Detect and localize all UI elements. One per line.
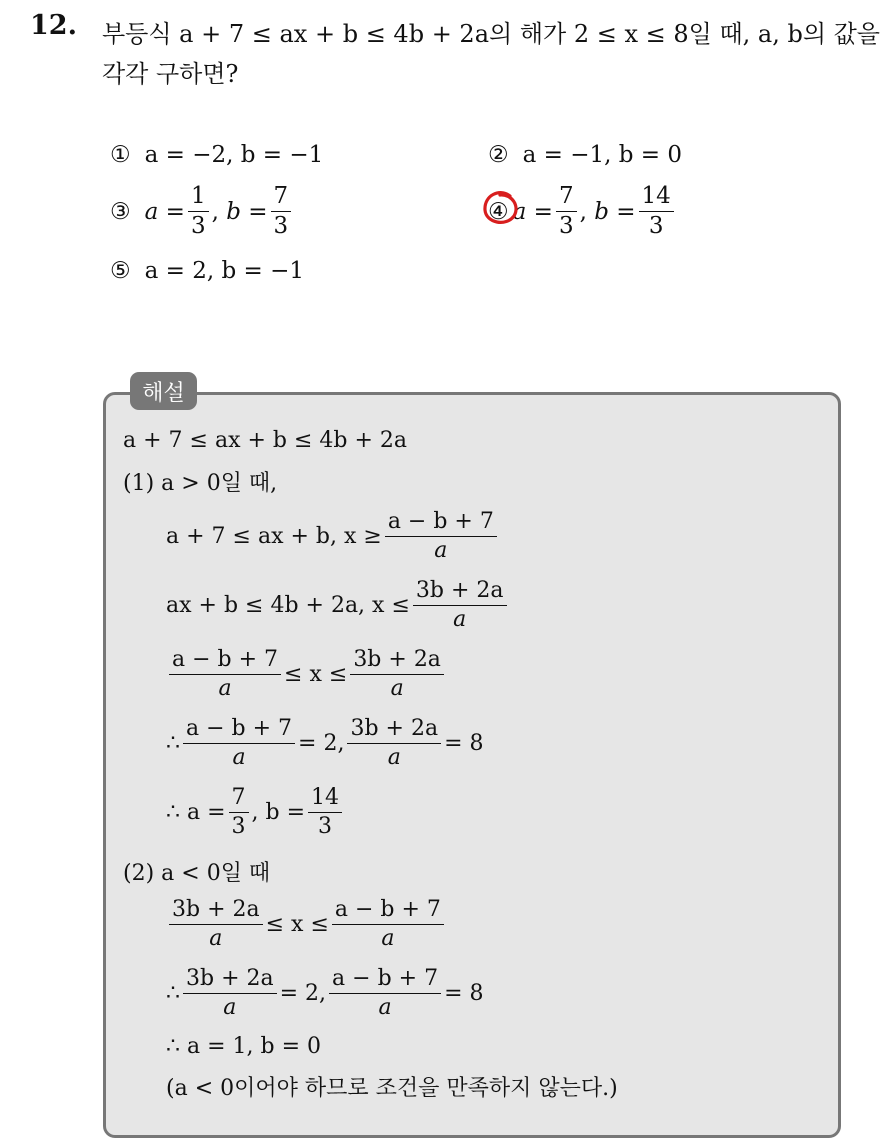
answer-circle-mark	[480, 189, 520, 229]
solution-c1-line1: a + 7 ≤ ax + b, x ≥ $\frac{a - b + 7}{a}$	[166, 510, 500, 563]
solution-c2-line1: $\frac{3b + 2a}{a}$ ≤ x ≤ $\frac{a - b + 7}{a}$	[166, 898, 447, 951]
choice-1[interactable]	[110, 142, 323, 168]
choice-4-a-fraction: $\frac{7}{3}$	[556, 184, 577, 240]
choice-1-text: a = −2, b = −1	[144, 142, 324, 168]
choice-1-mark: ①	[110, 142, 131, 168]
solution-c2-note: (a < 0이어야 하므로 조건을 만족하지 않는다.)	[166, 1076, 618, 1101]
choice-4-comma: ,	[579, 198, 595, 225]
choice-5[interactable]	[110, 258, 304, 284]
choice-4-b-fraction: $\frac{14}{3}$	[639, 184, 674, 240]
question-text-line2: 각각 구하면?	[102, 60, 239, 88]
solution-c2-line2: ∴ $\frac{3b + 2a}{a}$ = 2, $\frac{a - b + 7}{a}$ = 8	[166, 966, 484, 1021]
choice-3-comma: ,	[211, 198, 227, 225]
choice-3-mark: ③	[110, 198, 131, 225]
choice-3-a-var: a	[144, 198, 159, 225]
question-number: 12.	[30, 10, 77, 41]
solution-tag: 해설	[130, 372, 197, 410]
choice-3[interactable]	[110, 184, 294, 240]
choice-4-eq: =	[526, 198, 553, 225]
solution-case1-heading: (1) a > 0일 때,	[123, 471, 278, 496]
solution-c1-line4: ∴ $\frac{a - b + 7}{a}$ = 2, $\frac{3b + 2a}{a}$ = 8	[166, 716, 484, 771]
solution-c1-line3: $\frac{a - b + 7}{a}$ ≤ x ≤ $\frac{3b + 2a}{a}$	[166, 648, 447, 701]
choice-4-mark: ④	[488, 198, 509, 225]
solution-c2-result: ∴ a = 1, b = 0	[166, 1034, 322, 1059]
choice-3-eq-b: =	[240, 198, 268, 225]
choice-4-a-var: a	[512, 198, 527, 225]
choice-4-b-var: b	[594, 198, 609, 225]
solution-case2-heading: (2) a < 0일 때	[123, 861, 271, 886]
solution-c1-result: ∴ a = $\frac{7}{3}$ , b = $\frac{14}{3}$	[166, 786, 345, 839]
choice-2[interactable]	[488, 142, 682, 168]
solution-line-inequality: a + 7 ≤ ax + b ≤ 4b + 2a	[123, 428, 408, 453]
choice-4-eq-b: =	[608, 198, 636, 225]
choice-3-b-fraction: $\frac{7}{3}$	[271, 184, 292, 240]
choice-3-a-fraction: $\frac{1}{3}$	[188, 184, 209, 240]
question-text-line1: 부등식 a + 7 ≤ ax + b ≤ 4b + 2a의 해가 2 ≤ x ≤ 8일 때, a, b의 값을	[102, 20, 880, 48]
choice-2-mark: ②	[488, 142, 509, 168]
choice-3-b-var: b	[226, 198, 241, 225]
choice-5-text: a = 2, b = −1	[144, 258, 305, 284]
choice-2-text: a = −1, b = 0	[522, 142, 683, 168]
choice-3-eq: =	[158, 198, 185, 225]
solution-c1-line2: ax + b ≤ 4b + 2a, x ≤ $\frac{3b + 2a}{a}$	[166, 579, 510, 632]
choice-5-mark: ⑤	[110, 258, 131, 284]
